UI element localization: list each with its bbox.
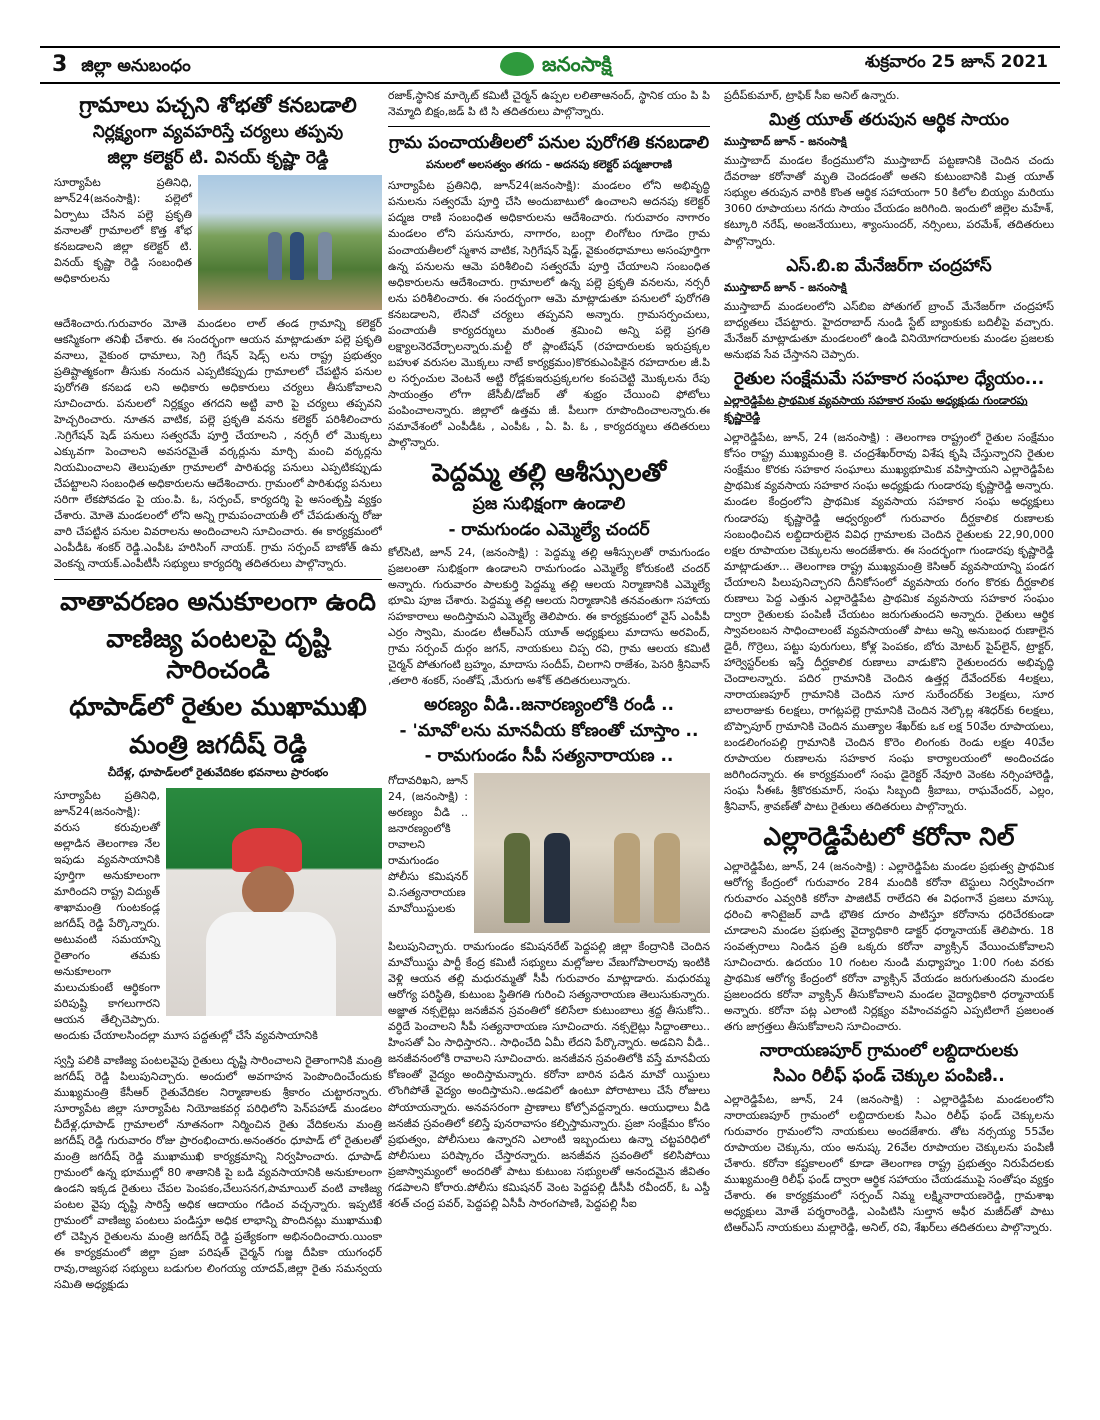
column-right <box>724 86 1054 1406</box>
article-body: ఎల్లారెడ్డిపేట, జూన్, 24 (జనంసాక్షి) : తెలంగాణ రాష్ట్రంలో రైతుల సంక్షేమం కోసం రాష్ట్ర ముఖ్యమంత్రి కె. చంద్రశేఖర్‌రావు విశేష కృషి చేస్తున్నారని రైతుల సంక్షేమం కొరకు సహకార సంఘాలు ముఖ్యభూమిక వహిస్తాయని ఎల్లారెడ్డిపేట ప్రాథమిక వ్యవసాయ సహకార సంఘ అధ్యక్షుడు గుండారపు కృష్ణారెడ్డి అన్నారు. మండల కేంద్రంలోని ప్రాథమిక వ్యవసాయ సహకార సంఘ అధ్యక్షులు గుండారపు కృష్ణారెడ్డి ఆధ్వర్యంలో గురువారం దీర్ఘకాలిక రుణాలకు సంబంధించిన లబ్దిదారులైన వివిధ గ్రామాలకు చెందిన రైతులకు 22,90,000 లక్షల రూపాయల చెక్కులను అందజేశారు. ఈ సందర్భంగా గుండారపు కృష్ణారెడ్డి మాట్లాడుతూ... తెలంగాణ రాష్ట్ర ముఖ్యమంత్రి కెసిఆర్ వ్యవసాయాన్ని పండగ చేయాలని పిలుపునిచ్చారని దీనికోసంలో వ్యవసాయ రంగం కొరకు దీర్ఘకాలిక రుణాలు పెద్ద ఎత్తున ఎల్లారెడ్డిపేట ప్రాథమిక వ్యవసాయ సహకార సంఘం ద్వారా రైతులకు పంపిణీ చేయటం జరుగుతుందని అన్నారు. రైతులు ఆర్థిక స్వావలంబన సాధించాలంటే వ్యవసాయంతో పాటు అన్ని అనుబంధ రుణాలైన డైరీ, గొర్రెలు, పట్టు పురుగులు, కోళ్ల పెంపకం, బోరు మోటర్ పైప్‌లైన్, ట్రాక్టర్, హార్వెస్టర్‌లకు ఇస్తే దీర్ఘకాలిక రుణాలు వాడుకొని రైతులందరు అభివృద్ధి చెందాలన్నారు. పదిర గ్రామానికి చెందిన ఉత్తర్ల దేవేందర్‌కు 4లక్షలు, నారాయణపూర్ గ్రామానికి చెందిన సూర సురేందర్‌కు 3లక్షలు, సూర బాలరాజుకు 6లక్షలు, రాగట్లపల్లె గ్రామానికి చెందిన నెల్కొల్ల శశిధర్‌కు 6లక్షలు, బొప్పాపూర్ గ్రామానికి చెందిన ముత్యాల శేఖర్‌కు ఒక లక్ష 50వేల రూపాయలు, బండలింగంపల్లి గ్రామానికి చెందిన కొరెం లింగంకు రెండు లక్షల 40వేల రూపాయల రుణాలను సహకార సంఘ కార్యాలయంలో అందించడం జరిగిందన్నారు. ఈ కార్యక్రమంలో సంఘ డైరెక్టర్ నేవూరి వెంకట నర్సింహారెడ్డి, సంఘ సీఈఓ శ్రీకొరకుమార్, సంఘ సిబ్బంది శ్రీబాబు, రాఘవేందర్, ఎల్లం, శ్రీనివాస్, శ్రావణ్‌తో పాటు రైతులు తదితరులు పాల్గొన్నారు. <box>724 431 1054 814</box>
article-body: ముస్తాబాద్ మండలంలోని ఎస్‌బిఐ పోతుగల్ బ్రాంచ్ మేనేజర్‌గా చంద్రహాస్ బాధ్యతలు చేపట్టారు. హైదరాబాద్ నుండి స్టేట్ బ్యాంకుకు బదిలీపై వచ్చారు. మేనేజర్ మాట్లాడుతూ మండలంలో ఉండి వినియోగదారులకు మండల ప్రజలకు అనుభవ సేవ చేస్తానని చెప్పారు. <box>724 299 1054 361</box>
newspaper-name: జనంసాక్షి <box>542 52 612 76</box>
column-middle <box>388 86 710 1406</box>
headline: వాణిజ్య పంటలపై దృష్టి సారించండి <box>106 623 330 684</box>
sub-headline: పనులలో అలసత్వం తగదు - అదనపు కలెక్టర్ పద్మజారాణి <box>425 158 673 172</box>
headline: ధూపాడ్‌లో రైతుల ముఖాముఖి <box>69 692 367 722</box>
issue-date: శుక్రవారం 25 జూన్ 2021 <box>864 52 1048 72</box>
headline: గ్రామ పంచాయతీలలో పనుల పురోగతి కనబడాలి <box>388 133 710 154</box>
sub-headline: - రామగుండం సీపీ సత్యనారాయణ .. <box>424 745 674 766</box>
article-body: ఎల్లారెడ్డిపేట, జూన్, 24 (జనంసాక్షి) : ఎల్లారెడ్డిపేట మండల ప్రభుత్వ ప్రాథమిక ఆరోగ్య కేంద్రంలో గురువారం 284 మందికి కరోనా టెస్టులు నిర్వహించగా గురువారం ఎవ్వరికి కరోనా పాజిటివ్ రాలేదని ఈ విధంగానే ప్రజలు మాస్కు ధరించి శానిటైజర్ వాడి భౌతిక దూరం పాటిస్తూ కరోనాను ధరిచేరకుండా చూడాలని మండల ప్రభుత్వ వైద్యాధికారి డాక్టర్ ధర్మానాయక్ తెలిపారు. 18 సంవత్సరాలు నిండిన ప్రతి ఒక్కరు కరోనా వ్యాక్సిన్ వేయించుకోవాలని సూచించారు. ఉదయం 10 గంటల నుండి మధ్యాహ్నం 1:00 గంట వరకు ప్రాథమిక ఆరోగ్య కేంద్రంలో కరోనా వ్యాక్సిన్ వేయడం జరుగుతుందని మండల ప్రజలందరు కరోనా వ్యాక్సిన్ తీసుకోవాలని మండల వైద్యాధికారి ధర్మానాయక్ అన్నారు. కరోనా పట్ల ఎలాంటి నిర్లక్ష్యం వహించవద్దని ఎప్పటిలాగే ప్రజలంత తగు జాగ్రత్తలు తీసుకోవాలని సూచించారు. <box>724 859 1054 1034</box>
dateline: ముస్తాబాద్ జూన్ - జనంసాక్షి <box>724 135 847 149</box>
article-body: ఎల్లారెడ్డిపేట, జూన్, 24 (జనంసాక్షి) : ఎల్లారెడ్డిపేట మండలంలోని నారాయణపూర్ గ్రామంలో లబ్దిదారులకు సిఎం రిలీఫ్ ఫండ్ చెక్కులను గురువారం గ్రామంలోని నాయకులు అందజేశారు. తోట నర్సయ్య 55వేల రూపాయల చెక్కును, యం అనుష్క 26వేల రూపాయల చెక్కులను పంపిణీ చేశారు. కరోనా కష్టకాలంలో కూడా తెలంగాణ రాష్ట్ర ప్రభుత్వం నిరుపేదలకు ముఖ్యమంత్రి రిలీఫ్ ఫండ్ ద్వారా ఆర్థిక సహాయం చేయడముపై సంతోషం వ్యక్తం చేశారు. ఈ కార్యక్రమంలో సర్పంచ్ నిమ్మ లక్ష్మినారాయణరెడ్డి, గ్రామశాఖ అధ్యక్షులు మోతే పర్శరాంరెడ్డి, ఎంపిటిసి సుల్తాన అఫీర మజీద్‌తో పాటు టిఆర్ఎస్ నాయకులు మల్లారెడ్డి, అనిల్, రవి, శేఖర్‌లు తదితరులు పాల్గొన్నారు. <box>724 1092 1054 1235</box>
masthead <box>40 46 1060 84</box>
headline: పెద్దమ్మ తల్లి ఆశీస్సులతో <box>431 458 666 488</box>
headline: ఎల్లారెడ్డిపేటలో కరోనా నిల్ <box>763 822 1015 852</box>
sub-headline: ఎల్లారెడ్డిపేట ప్రాథమిక వ్యవసాయ సహకార సంఘ అధ్యక్షుడు గుండారపు కృష్ణారెడ్డి <box>724 394 1028 424</box>
headline: సిఎం రిలీఫ్ ఫండ్ చెక్కుల పంపిణి.. <box>773 1066 1005 1087</box>
newspaper-logo <box>500 50 680 80</box>
dateline: ముస్తాబాద్ జూన్ - జనంసాక్షి <box>724 280 847 294</box>
divider <box>388 126 710 127</box>
article-body: పిలుపునిచ్చారు. రామగుండం కమిషనరేట్ పెద్దపల్లి జిల్లా కేంద్రానికి చెందిన మావోయిస్టు పార్టీ కేంద్ర కమిటీ సభ్యులు మల్లోజుల వేణుగోపాలరావు ఇంటికి వెళ్లి ఆయన తల్లి మధురమ్మతో సీపీ గురువారం మాట్లాడారు. మధురమ్మ ఆరోగ్య పరిస్థితి, కుటుంబ స్థితిగతి గురించి సత్యనారాయణ తెలుసుకున్నారు. అజ్ఞాత నక్సలైట్లు జనజీవన స్రవంతిలో కలిసేలా కుటుంబాలు శ్రద్ద తీసుకోని.. వర్ధిదే పెంచాలని సీపీ సత్యనారాయణ సూచించారు. నక్సలైట్లు సిద్దాంతాలు.. హింసతో ఏం సాధిస్తారని.. సాధించేది ఏమీ లేదని పేర్కొన్నారు. అడవిని వీడి.. జనజీవనంలోకి రావాలని సూచించారు. జనజీవన స్రవంతిలోకి వస్తే మానవీయ కోణంతో వైద్యం అందిస్తామన్నారు. కరోనా బారిన పడిన మావో యిస్టులు లొంగిపోతే వైద్యం అందిస్తామని..అడవిలో ఉంటూ పోరాటాలు చేసే రోజులు పోయాయన్నారు. అనవసరంగా ప్రాణాలు కోల్పోవద్దన్నారు. ఆయుధాలు వీడి జనజీవ స్రవంతిలో కలిస్తే పునరావాసం కల్పిస్తామన్నారు. ప్రజా సంక్షేమం కోసం ప్రభుత్వం, పోలీసులు ఉన్నారని ఎలాంటి ఇబ్బందులు ఉన్నా చట్టపరిధిలో పోలీసులు పరిష్కారం చేస్తారన్నారు. జనజీవన స్రవంతిలో కలిసిపోయి ప్రజాస్వామ్యంలో అందరితో పాటు కుటుంబ సభ్యులతో ఆనందమైన జీవితం గడపాలని కోరారు.పోలీసు కమిషనర్ వెంట పెద్దపల్లి డీసీపీ రవీందర్, ఓ ఎస్డీ శరత్ చంద్ర పవర్, పెద్దపల్లి ఏసీపీ సారంగపాణి, పెద్దపల్లి సీఐ <box>388 940 710 1210</box>
article-body: గోదావరిఖని, జూన్ 24, (జనంసాక్షి) : అరణ్యం వీడి .. జనారణ్యంలోకి రావాలని రామగుండం పోలీసు కమిషనర్ వి.సత్యనారాయణ మావోయిస్టులకు <box>388 774 468 916</box>
article-body: స్వస్తి పలికి వాణిజ్య పంటలవైపు రైతులు దృష్టి సారించాలని రైతాంగానికి మంత్రి జగదీష్ రెడ్డి పిలుపునిచ్చారు. అందులో అవగాహన పెంపొందించేందుకు ముఖ్యమంత్రి కేసీఆర్ రైతువేదికల నిర్మాణాలకు శ్రీకారం చుట్టారన్నారు. సూర్యాపేట జిల్లా సూర్యాపేట నియోజకవర్గ పరిధిలోని పెన్‌పహాడ్ మండలం చీదేళ్ల,ధూపాడ్ గ్రామాలలో నూతనంగా నిర్మించిన రైతు వేదికలను మంత్రి జగదీష్ రెడ్డి గురువారం రోజు ప్రారంభించారు.అనంతరం ధూపాడ్ లో రైతులతో మంత్రి జగదీష్ రెడ్డి ముఖాముఖి కార్యక్రమాన్ని నిర్వహించారు. ధూపాడ్ గ్రామంలో ఉన్న భూముల్లో 80 శాతానికి పై బడి వ్యవసాయానికి అనుకూలంగా ఉండని ఇక్కడ రైతులు చేపల పెంపకం,చేలుసనగ,పామాయిల్ వంటి వాణిజ్య పంటల వైపు దృష్టి సారిస్తే అధిక ఆదాయం గడించ వచ్చన్నారు. ఇప్పటికే గ్రామంలో వాణిజ్య పంటలు పండిస్తూ అధిక లాభాన్ని పొందినట్లు ముఖాముఖి లో చెప్పిన రైతులను మంత్రి జగదీష్ రెడ్డి ప్రత్యేకంగా అభినందించారు.యింకా ఈ కార్యక్రమంలో జిల్లా ప్రజా పరిషత్ చైర్మన్ గుజ్జ దీపికా యుగంధర్ రావు,రాజ్యసభ సభ్యులు బడుగుల లింగయ్య యాదవ్,జిల్లా రైతు సమన్వయ సమితి అధ్యక్షుడు <box>54 1053 382 1292</box>
page-section-label <box>52 52 191 80</box>
sub-headline: - 'మావో'లను మానవీయ కోణంతో చూస్తాం .. <box>399 720 699 741</box>
sub-headline: చీదేళ్ల, ధూపాడ్‌లలో రైతువేదికల భవనాలు ప్రారంభం <box>107 765 329 779</box>
column-left <box>54 86 382 1406</box>
headline: మిత్ర యూత్ తరుపున ఆర్థిక సాయం <box>769 110 1009 131</box>
headline: అరణ్యం వీడి..జనారణ్యంలోకి రండీ .. <box>424 695 674 716</box>
headline: వాతావరణం అనుకూలంగా ఉంది <box>60 586 376 616</box>
headline: నారాయణపూర్ గ్రామంలో లబ్దిదారులకు <box>759 1041 1019 1062</box>
section-name: జిల్లా అనుబంధం <box>81 56 191 76</box>
article-body: ఆదేశించారు.గురువారం మోతె మండలం లాల్ తండ గ్రామాన్ని కలెక్టర్ ఆకస్మికంగా తనిఖీ చేశారు. ఈ సందర్భంగా ఆయన మాట్లాడుతూ పల్లె ప్రకృతి వనాలు, వైకుంఠ ధామాలు, సెగ్రి గేషన్ షెడ్స్ లను రాష్ట్ర ప్రభుత్వం ప్రతిష్టాత్మకంగా తీసుకు నందున ఎప్పటికప్పుడు గ్రామాలలో చేపట్టిన పనుల పురోగతి కనబడ లని అధికారు అధికారులు చర్యలు తీసుకోవాలని సూచించారు. పనులలో నిర్లక్ష్యం తగదని అట్టి వారి పై చర్యలు తప్పవని హెచ్చరించారు. నూతన వాటిక, పల్లె ప్రకృతి వనను కలెక్టర్ పరిశీలించారు .సెగ్రిగేషన్ షెడ్ పనులు సత్వరమే పూర్తి చేయాలని , నర్సరీ లో మొక్కలు ఎక్కువగా పెంచాలని అవసరమైతే వర్కర్లును మార్చి మంచి వర్కర్లను నియమించాలని తెలుపుతూ గ్రామాలలో పారిశుధ్య పనులు ఎప్పటికప్పుడు చేపట్టాలని సంబంధిత అధికారులను ఆదేశించారు. గ్రామంలో పారిశుధ్య పనులు సరిగా లేకపోవడం పై యం.పి. ఓ, సర్పంచ్, కార్యదర్శి పై అసంతృప్తి వ్యక్తం చేశారు. మోతె మండలంలో లోని అన్ని గ్రామపంచాయతీ లో చేపడుతున్న రోజు వారి చేపట్టిన పనుల వివరాలను అందించాలని సూచించారు. ఈ కార్యక్రమంలో ఎంపీడీఓ శంకర్ రెడ్డి.ఎంపీఓ హరిసింగ్ నాయక్. గ్రామ సర్పంచ్ బాణోత్ ఉమ వెంకన్న నాయక్.ఎంపీటీసీ సభ్యులు కార్యదర్శి తదితరులు పాల్గొన్నారు. <box>54 316 382 571</box>
news-photo-minister <box>166 788 382 1016</box>
telangana-map-icon <box>500 52 534 76</box>
news-photo-police <box>474 773 710 933</box>
sub-headline: నిర్లక్ష్యంగా వ్యవహరిస్తే చర్యలు తప్పవు <box>92 122 344 143</box>
divider <box>54 579 382 580</box>
page-number: 3 <box>52 52 68 77</box>
headline: మంత్రి జగదీష్ రెడ్డి <box>129 729 307 759</box>
sub-headline: - రామగుండం ఎమ్మెల్యే చందర్ <box>448 519 650 540</box>
sub-headline: జిల్లా కలెక్టర్ టి. వినయ్ కృష్ణా రెడ్డి <box>107 147 329 168</box>
headline: ఎస్.బి.ఐ మేనేజర్‌గా చంద్రహాస్ <box>786 255 992 276</box>
article-body: ప్రదీప్‌కుమార్, ట్రాఫిక్ సీఐ అనిల్ ఉన్నారు. <box>724 89 900 102</box>
headline: రైతుల సంక్షేమమే సహకార సంఘాల ధ్యేయం... <box>733 369 1045 390</box>
news-photo-plantation <box>198 175 382 310</box>
headline: గ్రామాలు పచ్చని శోభతో కనబడాలి <box>79 93 357 117</box>
article-body: సూర్యాపేట ప్రతినిధి, జూన్24(జనంసాక్షి): మండలం లోని అభివృద్ధి పనులను సత్వరమే పూర్తి చేసి అందుబాటులో ఉంచాలని అదనపు కలెక్టర్ పద్మజ రాణి సంబంధిత అధికారులను ఆదేశించారు. గురువారం నాగారం మండలం లోని పసునూరు, నాగారం, బంగ్లా లింగోటం గూడెం గ్రామ పంచాయతీలలో స్మశాన వాటిక, సెగ్రిగేషన్ షెడ్డ్, వైకుంఠధామాలు అసంపూర్తిగా ఉన్న పనులను ఆమె పరిశీలించి సత్వరమే పూర్తి చేయాలని సంబంధిత అధికారులను ఆదేశించారు. గ్రామాలలో ఉన్న పల్లె ప్రకృతి వనలను, నర్సరీ లను పరిశీలించారు. ఈ సందర్భంగా ఆమె మాట్లాడుతూ పనులలో పురోగతి కనబడాలని, లేనిచో చర్యలు తప్పవని అన్నారు. గ్రామసర్పంచులు, పంచాయతీ కార్యదర్శులు మరింత శ్రమించి అన్ని పల్లె ప్రగతి లక్ష్యాలనెరవేర్చాలన్నారు.మల్టీ రో ప్లాంటేషన్ (రహదారులకు ఇరుప్రక్కల బహుళ వరుసల మొక్కలు నాటే కార్యక్రమం)కొరకుఎంపికైన రహదారుల జీ.పి ల సర్పంచుల వెంటనే అట్టి రోడ్లకుఇరుప్రక్కలగల కంపచెట్టి మొక్కలను రేపు సాయంత్రం లోగా జేసీబీ/డోజర్ తో శుభ్రం చేయించి ఫోటోలు పంపించాలన్నారు. జిల్లాలో ఉత్తమ జీ. పీలుగా రూపొందించాలన్నారు.ఈ సమావేశంలో ఎంపీడీఓ , ఎంపీఓ , ఏ. పి. ఓ , కార్యదర్శులు తదితరులు పాల్గొన్నారు. <box>388 179 710 450</box>
sub-headline: ప్రజ సుభిక్షంగా ఉండాలి <box>472 494 626 515</box>
article-body: సూర్యాపేట ప్రతినిధి, జూన్24(జనంసాక్షి): వరుస కరువులతో అల్లాడిన తెలంగాణ నేల ఇపుడు వ్యవసాయానికి పూర్తిగా అనుకూలంగా మారిందని రాష్ట్ర విద్యుత్ శాఖామంత్రి గుంటకండ్ల జగదీష్ రెడ్డి పేర్కొన్నారు. అటువంటి సమయాన్ని రైతాంగం తమకు అనుకూలంగా మలుచుకుంటే ఆర్థికంగా పరిపుష్టి కాగలుగారని ఆయన తేల్చిచెప్పారు. అందుకు చేయాలసిందల్లా మూస పద్దతుల్లో చేసే వ్యవసాయానికి <box>54 788 318 1043</box>
article-body: సూర్యాపేట ప్రతినిధి, జూన్24(జనంసాక్షి): పల్లెలో ఏర్పాటు చేసిన పల్లె ప్రకృతి వనాలతో గ్రామాలలో కొత్త శోభ కనబడాలని జిల్లా కలెక్టర్ టి. వినయ్ కృష్ణా రెడ్డి సంబంధిత అధికారులను <box>54 175 192 286</box>
article-body: కోల్‌సిటి, జూన్ 24, (జనంసాక్షి) : పెద్దమ్మ తల్లి ఆశీస్సులతో రామగుండం ప్రజలంతా సుభిక్షంగా ఉండాలని రామగుండం ఎమ్మెల్యే కోరుకంటి చందర్ అన్నారు. గురువారం పాలకుర్తి పెద్దమ్మ తల్లి ఆలయ నిర్మాణానికి ఎమ్మెల్యే భూమి పూజ చేశారు. పెద్దమ్మ తల్లి ఆలయ నిర్మాణానికి తనవంతుగా సహాయ సహకారాలు అందిస్తామని ఎమ్మెల్యే తెలిపారు. ఈ కార్యక్రమంలో వైస్ ఎంపీపీ ఎర్రం స్వామి, మండల టీఆర్ఎస్ యూత్ అధ్యక్షులు మాదాసు అరవింద్, గ్రామ సర్పంచ్ దుర్గం జగన్, నాయకులు చిప్ప రవి, గ్రామ ఆలయ కమిటీ చైర్మన్ పోతుగంటి బ్రహ్మం, మాదాసు సందీప్, చిలగాని రాజేశం, పెసరి శ్రీనివాస్ ,తలారి శంకర్, సంతోష్ ,మేరుగు అశోక్ తదితరులున్నారు. <box>388 545 710 688</box>
article-body: రజాక్,స్థానిక మార్కెట్ కమిటీ చైర్మన్ ఉప్పల లలితాఆనంద్, స్థానిక యం పి పి నెమ్మాది బిక్షం,జడ్ పి టి సి తదితరులు పాల్గొన్నారు. <box>388 89 710 119</box>
article-body: ముస్తాబాద్ మండల కేంద్రములోని ముస్తాబాద్ పట్టణానికి చెందిన చందు దేవరాజు కరోనాతో మృతి చెందడంతో అతని కుటుంబానికి మిత్ర యూత్ సభ్యుల తరుపున వారికి కొంత ఆర్థిక సహాయంగా 50 కిలోల బియ్యం మరియు 3060 రూపాయలు నగదు సాయం చేయడం జరిగింది. ఇందులో జిల్లెల మహేశ్, కట్కూరి నరేష్, అంజనేయులు, శ్యాంసుందర్, నర్సింలు, పరమేశ్, తదితరులు పాల్గొన్నారు. <box>724 154 1054 248</box>
